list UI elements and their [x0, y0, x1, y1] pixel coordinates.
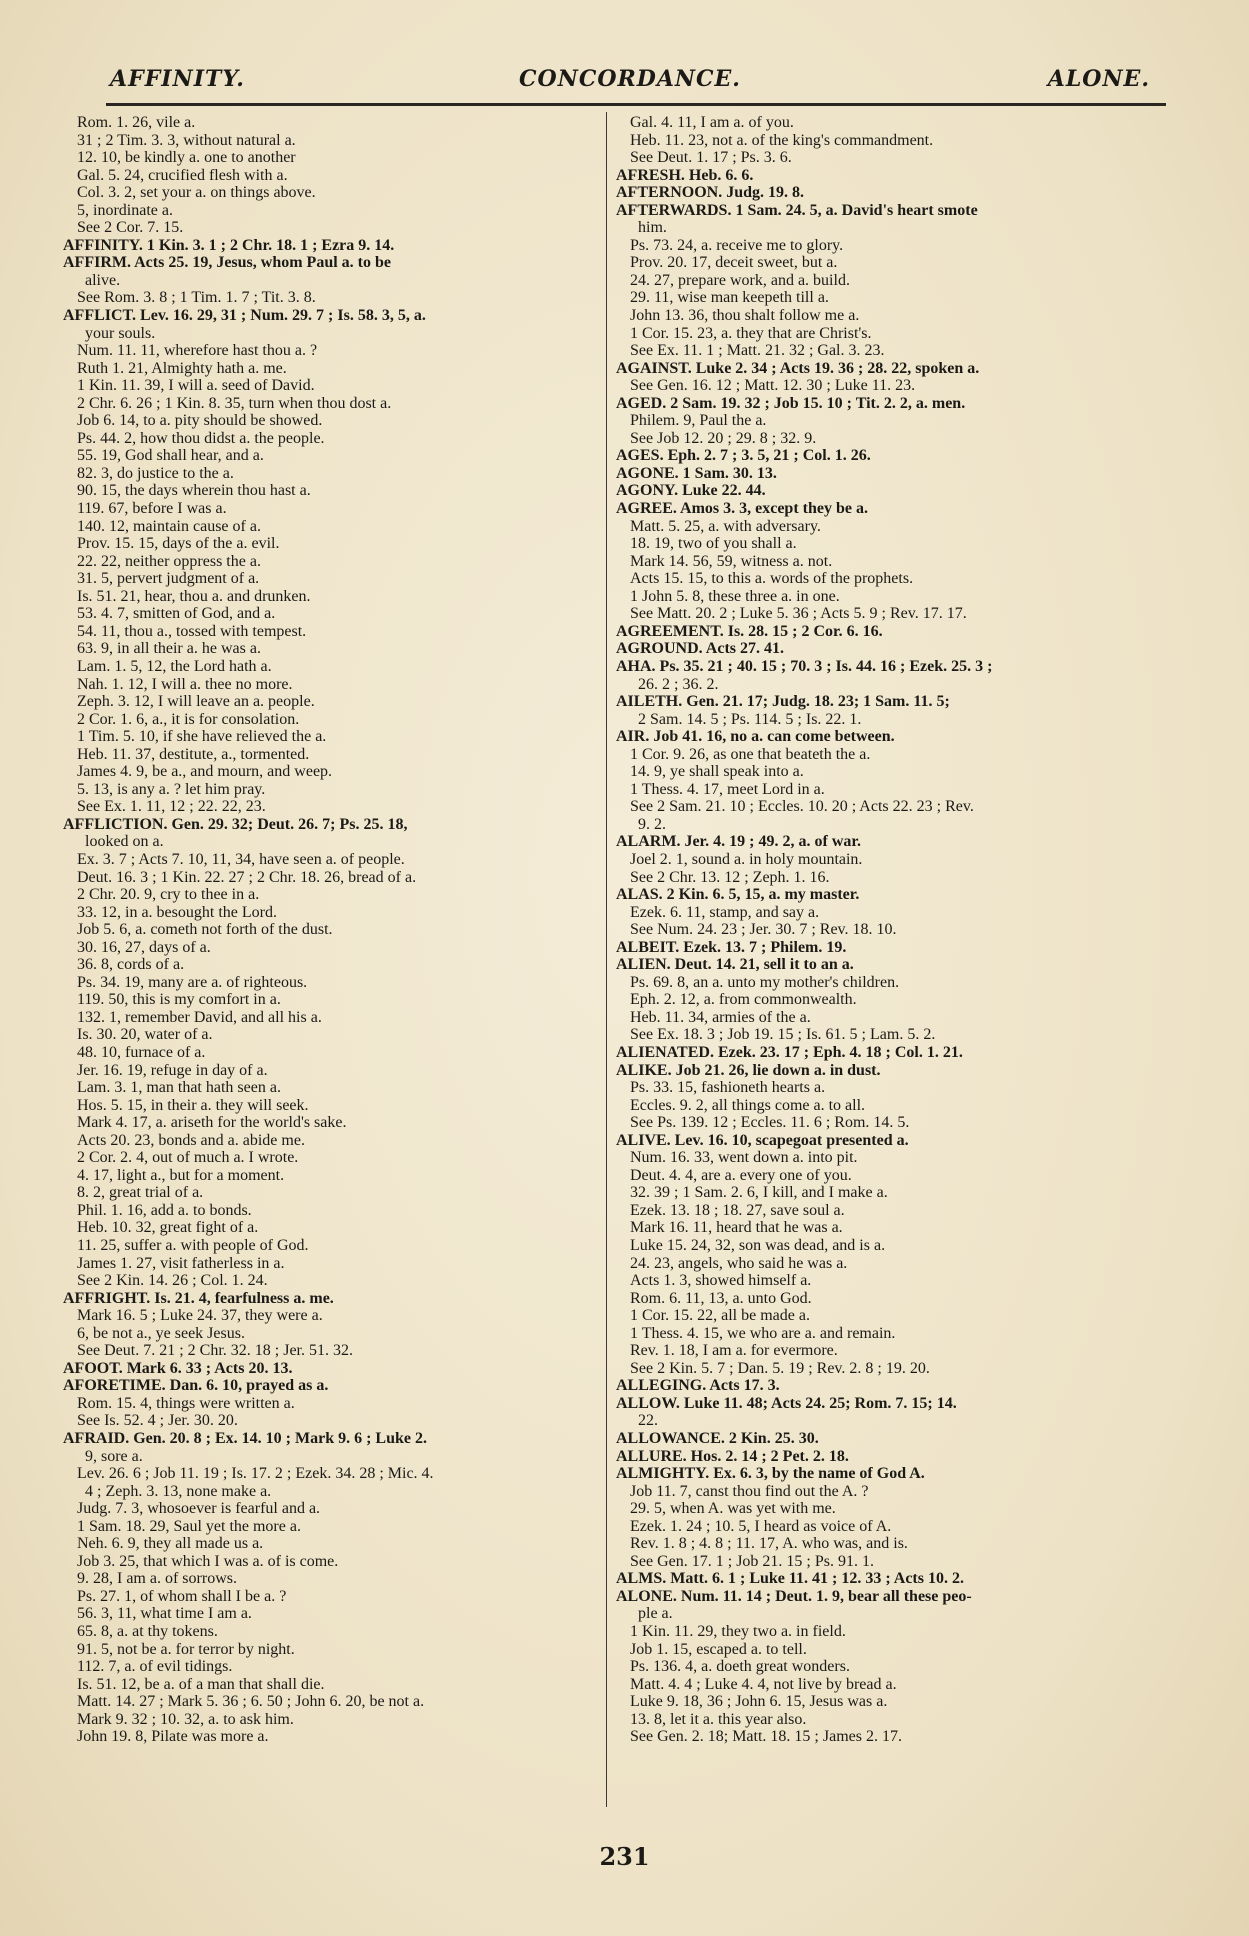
- running-header: [110, 66, 1150, 96]
- entry-reference-line: 1 Tim. 5. 10, if she have relieved the a.: [77, 728, 327, 746]
- header-rule: [106, 103, 1166, 106]
- entry-reference-line: Heb. 11. 34, armies of the a.: [630, 1008, 811, 1026]
- entry-reference-line: Matt. 5. 25, a. with adversary.: [630, 517, 821, 535]
- entry-reference-line: 55. 19, God shall hear, and a.: [77, 447, 264, 465]
- entry-reference-line: Ps. 34. 19, many are a. of righteous.: [77, 973, 308, 991]
- entry-reference-line: Rom. 1. 26, vile a.: [77, 114, 196, 131]
- entry-reference-line: Rev. 1. 18, I am a. for evermore.: [630, 1342, 838, 1360]
- entry-reference-line: 9. 28, I am a. of sorrows.: [77, 1570, 237, 1588]
- entry-reference-line: Matt. 4. 4 ; Luke 4. 4, not live by bread a.: [630, 1675, 897, 1693]
- entry-reference-line: John 19. 8, Pilate was more a.: [77, 1728, 269, 1746]
- entry-reference-line: Col. 3. 2, set your a. on things above.: [77, 184, 316, 202]
- entry-reference-line: 54. 11, thou a., tossed with tempest.: [77, 622, 307, 640]
- entry-headword-line: AFFINITY. 1 Kin. 3. 1 ; 2 Chr. 18. 1 ; Ezra 9. 14.: [63, 236, 395, 254]
- entry-reference-line: 2 Chr. 6. 26 ; 1 Kin. 8. 35, turn when thou dost a.: [77, 394, 392, 412]
- entry-headword-line: ALLEGING. Acts 17. 3.: [616, 1377, 780, 1395]
- entry-reference-line: See 2 Chr. 13. 12 ; Zeph. 1. 16.: [630, 868, 830, 886]
- entry-reference-line: Neh. 6. 9, they all made us a.: [77, 1535, 264, 1553]
- entry-reference-line: Heb. 10. 32, great fight of a.: [77, 1219, 259, 1237]
- entry-reference-line: See Ex. 11. 1 ; Matt. 21. 32 ; Gal. 3. 23.: [630, 342, 885, 360]
- entry-headword-line: AFFIRM. Acts 25. 19, Jesus, whom Paul a. to be: [63, 254, 391, 272]
- entry-reference-line: 31 ; 2 Tim. 3. 3, without natural a.: [77, 131, 296, 149]
- entry-headword-line: AGREE. Amos 3. 3, except they be a.: [616, 500, 868, 518]
- entry-reference-line: 29. 11, wise man keepeth till a.: [630, 289, 829, 307]
- entry-reference-line: 48. 10, furnace of a.: [77, 1043, 206, 1061]
- entry-reference-line: Acts 1. 3, showed himself a.: [630, 1272, 812, 1290]
- right-column: [616, 114, 1171, 1746]
- entry-reference-line: Mark 16. 5 ; Luke 24. 37, they were a.: [77, 1307, 323, 1325]
- entry-reference-line: Nah. 1. 12, I will a. thee no more.: [77, 675, 293, 693]
- entry-reference-line: 6, be not a., ye seek Jesus.: [77, 1324, 245, 1342]
- entry-headword-line: ALMIGHTY. Ex. 6. 3, by the name of God A.: [616, 1465, 925, 1483]
- entry-reference-line: Rom. 15. 4, things were written a.: [77, 1394, 295, 1412]
- entry-reference-line: See Ex. 18. 3 ; Job 19. 15 ; Is. 61. 5 ; Lam. 5. 2.: [630, 1026, 936, 1044]
- entry-reference-line: Mark 14. 56, 59, witness a. not.: [630, 552, 833, 570]
- entry-reference-line: 33. 12, in a. besought the Lord.: [77, 903, 277, 921]
- entry-reference-line: Ps. 73. 24, a. receive me to glory.: [630, 236, 844, 254]
- entry-reference-line: Ex. 3. 7 ; Acts 7. 10, 11, 34, have seen a. of people.: [77, 850, 405, 868]
- entry-continuation-line: 4 ; Zeph. 3. 13, none make a.: [85, 1482, 272, 1500]
- entry-reference-line: Acts 20. 23, bonds and a. abide me.: [77, 1131, 305, 1149]
- entry-reference-line: See Ex. 1. 11, 12 ; 22. 22, 23.: [77, 798, 266, 816]
- entry-reference-line: 65. 8, a. at thy tokens.: [77, 1623, 218, 1641]
- entry-reference-line: See Gen. 16. 12 ; Matt. 12. 30 ; Luke 11. 23.: [630, 377, 916, 395]
- entry-reference-line: 1 Thess. 4. 15, we who are a. and remain.: [630, 1324, 896, 1342]
- entry-reference-line: Num. 11. 11, wherefore hast thou a. ?: [77, 342, 318, 360]
- entry-reference-line: See Gen. 2. 18; Matt. 18. 15 ; James 2. 17.: [630, 1728, 902, 1746]
- entry-headword-line: ALMS. Matt. 6. 1 ; Luke 11. 41 ; 12. 33 ; Acts 10. 2.: [616, 1570, 964, 1588]
- entry-reference-line: 1 Cor. 9. 26, as one that beateth the a.: [630, 745, 871, 763]
- entry-reference-line: Gal. 4. 11, I am a. of you.: [630, 114, 794, 131]
- entry-reference-line: 90. 15, the days wherein thou hast a.: [77, 482, 311, 500]
- entry-reference-line: Rev. 1. 8 ; 4. 8 ; 11. 17, A. who was, and is.: [630, 1535, 908, 1553]
- entry-headword-line: AILETH. Gen. 21. 17; Judg. 18. 23; 1 Sam. 11. 5;: [616, 693, 950, 711]
- entry-reference-line: 91. 5, not be a. for terror by night.: [77, 1640, 295, 1658]
- entry-reference-line: 1 Cor. 15. 23, a. they that are Christ's.: [630, 324, 872, 342]
- entry-reference-line: 82. 3, do justice to the a.: [77, 464, 234, 482]
- entry-reference-line: See Is. 52. 4 ; Jer. 30. 20.: [77, 1412, 238, 1430]
- entry-reference-line: Ezek. 13. 18 ; 18. 27, save soul a.: [630, 1201, 845, 1219]
- entry-headword-line: AFFLICTION. Gen. 29. 32; Deut. 26. 7; Ps. 25. 18,: [63, 815, 408, 833]
- entry-reference-line: Job 1. 15, escaped a. to tell.: [630, 1640, 807, 1658]
- entry-reference-line: 63. 9, in all their a. he was a.: [77, 640, 261, 658]
- entry-headword-line: AFOOT. Mark 6. 33 ; Acts 20. 13.: [63, 1359, 293, 1377]
- header-title: CONCORDANCE.: [519, 66, 741, 92]
- entry-headword-line: ALONE. Num. 11. 14 ; Deut. 1. 9, bear all these peo-: [616, 1587, 972, 1605]
- entry-reference-line: Job 5. 6, a. cometh not forth of the dust.: [77, 921, 333, 939]
- entry-headword-line: AHA. Ps. 35. 21 ; 40. 15 ; 70. 3 ; Is. 44. 16 ; Ezek. 25. 3 ;: [616, 657, 993, 675]
- entry-reference-line: Acts 15. 15, to this a. words of the prophets.: [630, 570, 914, 588]
- entry-reference-line: See Gen. 17. 1 ; Job 21. 15 ; Ps. 91. 1.: [630, 1552, 874, 1570]
- entry-reference-line: Job 6. 14, to a. pity should be showed.: [77, 412, 323, 430]
- entry-reference-line: See Deut. 1. 17 ; Ps. 3. 6.: [630, 149, 792, 167]
- entry-continuation-line: 9. 2.: [638, 815, 666, 833]
- entry-headword-line: ALIENATED. Ezek. 23. 17 ; Eph. 4. 18 ; Col. 1. 21.: [616, 1043, 963, 1061]
- entry-reference-line: 53. 4. 7, smitten of God, and a.: [77, 605, 276, 623]
- entry-reference-line: 31. 5, pervert judgment of a.: [77, 570, 260, 588]
- entry-reference-line: 2 Cor. 2. 4, out of much a. I wrote.: [77, 1149, 299, 1167]
- entry-reference-line: Phil. 1. 16, add a. to bonds.: [77, 1201, 252, 1219]
- entry-headword-line: AFTERNOON. Judg. 19. 8.: [616, 184, 805, 202]
- entry-reference-line: 24. 27, prepare work, and a. build.: [630, 271, 850, 289]
- entry-headword-line: AFFRIGHT. Is. 21. 4, fearfulness a. me.: [63, 1289, 334, 1307]
- entry-reference-line: Ps. 136. 4, a. doeth great wonders.: [630, 1658, 850, 1676]
- entry-continuation-line: 9, sore a.: [85, 1447, 143, 1465]
- entry-reference-line: Luke 9. 18, 36 ; John 6. 15, Jesus was a.: [630, 1693, 888, 1711]
- entry-reference-line: Rom. 6. 11, 13, a. unto God.: [630, 1289, 812, 1307]
- entry-reference-line: 112. 7, a. of evil tidings.: [77, 1658, 233, 1676]
- entry-reference-line: Ruth 1. 21, Almighty hath a. me.: [77, 359, 287, 377]
- entry-reference-line: 5, inordinate a.: [77, 201, 173, 219]
- entry-headword-line: AFRESH. Heb. 6. 6.: [616, 166, 754, 184]
- entry-reference-line: Zeph. 3. 12, I will leave an a. people.: [77, 693, 315, 711]
- entry-reference-line: 32. 39 ; 1 Sam. 2. 6, I kill, and I make a.: [630, 1184, 888, 1202]
- entry-continuation-line: alive.: [85, 271, 121, 289]
- entry-reference-line: Lev. 26. 6 ; Job 11. 19 ; Is. 17. 2 ; Ezek. 34. 28 ; Mic. 4.: [77, 1465, 434, 1483]
- entry-reference-line: James 4. 9, be a., and mourn, and weep.: [77, 763, 333, 781]
- entry-reference-line: 36. 8, cords of a.: [77, 956, 185, 974]
- entry-reference-line: 1 John 5. 8, these three a. in one.: [630, 587, 840, 605]
- entry-headword-line: AFRAID. Gen. 20. 8 ; Ex. 14. 10 ; Mark 9. 6 ; Luke 2.: [63, 1430, 427, 1448]
- entry-reference-line: See 2 Cor. 7. 15.: [77, 219, 184, 237]
- page-number: 231: [599, 1842, 650, 1871]
- entry-reference-line: Deut. 4. 4, are a. every one of you.: [630, 1166, 852, 1184]
- entry-reference-line: Hos. 5. 15, in their a. they will seek.: [77, 1096, 309, 1114]
- entry-reference-line: 18. 19, two of you shall a.: [630, 535, 797, 553]
- entry-headword-line: AGES. Eph. 2. 7 ; 3. 5, 21 ; Col. 1. 26.: [616, 447, 871, 465]
- entry-reference-line: Ezek. 1. 24 ; 10. 5, I heard as voice of A.: [630, 1517, 892, 1535]
- entry-continuation-line: looked on a.: [85, 833, 164, 851]
- entry-reference-line: Ps. 33. 15, fashioneth hearts a.: [630, 1079, 826, 1097]
- entry-reference-line: 1 Kin. 11. 39, I will a. seed of David.: [77, 377, 315, 395]
- entry-headword-line: AIR. Job 41. 16, no a. can come between.: [616, 728, 895, 746]
- entry-reference-line: Heb. 11. 37, destitute, a., tormented.: [77, 745, 310, 763]
- entry-reference-line: 29. 5, when A. was yet with me.: [630, 1500, 836, 1518]
- entry-reference-line: 1 Thess. 4. 17, meet Lord in a.: [630, 780, 825, 798]
- entry-reference-line: 24. 23, angels, who said he was a.: [630, 1254, 848, 1272]
- entry-reference-line: 132. 1, remember David, and all his a.: [77, 1008, 322, 1026]
- entry-reference-line: See 2 Kin. 5. 7 ; Dan. 5. 19 ; Rev. 2. 8 ; 19. 20.: [630, 1359, 930, 1377]
- entry-reference-line: Eccles. 9. 2, all things come a. to all.: [630, 1096, 866, 1114]
- entry-reference-line: 4. 17, light a., but for a moment.: [77, 1166, 285, 1184]
- entry-reference-line: Philem. 9, Paul the a.: [630, 412, 767, 430]
- entry-reference-line: James 1. 27, visit fatherless in a.: [77, 1254, 285, 1272]
- entry-reference-line: See Num. 24. 23 ; Jer. 30. 7 ; Rev. 18. 10.: [630, 921, 897, 939]
- entry-headword-line: ALIKE. Job 21. 26, lie down a. in dust.: [616, 1061, 881, 1079]
- entry-reference-line: See Matt. 20. 2 ; Luke 5. 36 ; Acts 5. 9 ; Rev. 17. 17.: [630, 605, 967, 623]
- entry-continuation-line: him.: [638, 219, 667, 237]
- entry-reference-line: 14. 9, ye shall speak into a.: [630, 763, 804, 781]
- entry-reference-line: 13. 8, let it a. this year also.: [630, 1710, 807, 1728]
- entry-reference-line: Prov. 15. 15, days of the a. evil.: [77, 535, 280, 553]
- entry-reference-line: Job 11. 7, canst thou find out the A. ?: [630, 1482, 869, 1500]
- entry-headword-line: AFORETIME. Dan. 6. 10, prayed as a.: [63, 1377, 329, 1395]
- entry-reference-line: Mark 9. 32 ; 10. 32, a. to ask him.: [77, 1710, 294, 1728]
- header-right-guideword: ALONE.: [1047, 66, 1150, 92]
- header-left-guideword: AFFINITY.: [110, 66, 245, 92]
- entry-reference-line: Eph. 2. 12, a. from commonwealth.: [630, 991, 857, 1009]
- entry-reference-line: Lam. 3. 1, man that hath seen a.: [77, 1079, 281, 1097]
- entry-reference-line: 8. 2, great trial of a.: [77, 1184, 204, 1202]
- entry-reference-line: 1 Sam. 18. 29, Saul yet the more a.: [77, 1517, 301, 1535]
- entry-reference-line: Jer. 16. 19, refuge in day of a.: [77, 1061, 268, 1079]
- entry-reference-line: Gal. 5. 24, crucified flesh with a.: [77, 166, 288, 184]
- entry-reference-line: 119. 50, this is my comfort in a.: [77, 991, 281, 1009]
- entry-headword-line: ALAS. 2 Kin. 6. 5, 15, a. my master.: [616, 886, 860, 904]
- entry-reference-line: 140. 12, maintain cause of a.: [77, 517, 261, 535]
- entry-headword-line: ALIVE. Lev. 16. 10, scapegoat presented a.: [616, 1131, 909, 1149]
- entry-reference-line: Heb. 11. 23, not a. of the king's commandment.: [630, 131, 934, 149]
- entry-reference-line: 56. 3, 11, what time I am a.: [77, 1605, 252, 1623]
- entry-reference-line: Luke 15. 24, 32, son was dead, and is a.: [630, 1237, 886, 1254]
- entry-reference-line: Is. 51. 12, be a. of a man that shall die.: [77, 1675, 325, 1693]
- entry-headword-line: AGROUND. Acts 27. 41.: [616, 640, 784, 658]
- entry-headword-line: AGONY. Luke 22. 44.: [616, 482, 766, 500]
- entry-reference-line: Mark 4. 17, a. ariseth for the world's sake.: [77, 1114, 347, 1132]
- entry-reference-line: 12. 10, be kindly a. one to another: [77, 149, 296, 167]
- entry-headword-line: AFFLICT. Lev. 16. 29, 31 ; Num. 29. 7 ; Is. 58. 3, 5, a.: [63, 307, 426, 325]
- entry-continuation-line: ple a.: [638, 1605, 673, 1623]
- entry-reference-line: Joel 2. 1, sound a. in holy mountain.: [630, 850, 863, 868]
- entry-reference-line: Job 3. 25, that which I was a. of is come.: [77, 1552, 339, 1570]
- entry-reference-line: See Ps. 139. 12 ; Eccles. 11. 6 ; Rom. 14. 5.: [630, 1114, 910, 1132]
- entry-headword-line: ALIEN. Deut. 14. 21, sell it to an a.: [616, 956, 854, 974]
- entry-reference-line: 1 Cor. 15. 22, all be made a.: [630, 1307, 810, 1325]
- entry-reference-line: John 13. 36, thou shalt follow me a.: [630, 307, 860, 325]
- entry-reference-line: Judg. 7. 3, whosoever is fearful and a.: [77, 1500, 321, 1518]
- entry-reference-line: Lam. 1. 5, 12, the Lord hath a.: [77, 657, 272, 675]
- entry-reference-line: Mark 16. 11, heard that he was a.: [630, 1219, 843, 1237]
- entry-continuation-line: 22.: [638, 1412, 658, 1430]
- entry-reference-line: 1 Kin. 11. 29, they two a. in field.: [630, 1623, 846, 1641]
- column-divider: [606, 112, 607, 1807]
- entry-headword-line: AGREEMENT. Is. 28. 15 ; 2 Cor. 6. 16.: [616, 622, 883, 640]
- entry-reference-line: 2 Chr. 20. 9, cry to thee in a.: [77, 886, 260, 904]
- entry-headword-line: ALBEIT. Ezek. 13. 7 ; Philem. 19.: [616, 938, 847, 956]
- entry-reference-line: Ps. 44. 2, how thou didst a. the people.: [77, 429, 325, 447]
- entry-reference-line: 5. 13, is any a. ? let him pray.: [77, 780, 266, 798]
- entry-reference-line: Matt. 14. 27 ; Mark 5. 36 ; 6. 50 ; John 6. 20, be not a.: [77, 1693, 425, 1711]
- entry-reference-line: 2 Cor. 1. 6, a., it is for consolation.: [77, 710, 300, 728]
- entry-reference-line: Prov. 20. 17, deceit sweet, but a.: [630, 254, 838, 272]
- entry-headword-line: AFTERWARDS. 1 Sam. 24. 5, a. David's heart smote: [616, 201, 978, 219]
- entry-reference-line: Num. 16. 33, went down a. into pit.: [630, 1149, 858, 1167]
- entry-reference-line: See Job 12. 20 ; 29. 8 ; 32. 9.: [630, 429, 817, 447]
- entry-headword-line: ALLOWANCE. 2 Kin. 25. 30.: [616, 1430, 819, 1448]
- entry-reference-line: See 2 Kin. 14. 26 ; Col. 1. 24.: [77, 1272, 268, 1290]
- entry-headword-line: AGED. 2 Sam. 19. 32 ; Job 15. 10 ; Tit. 2. 2, a. men.: [616, 394, 966, 412]
- entry-headword-line: ALLOW. Luke 11. 48; Acts 24. 25; Rom. 7. 15; 14.: [616, 1394, 957, 1412]
- entry-reference-line: 11. 25, suffer a. with people of God.: [77, 1237, 309, 1254]
- entry-reference-line: 30. 16, 27, days of a.: [77, 938, 211, 956]
- entry-headword-line: ALLURE. Hos. 2. 14 ; 2 Pet. 2. 18.: [616, 1447, 849, 1465]
- entry-headword-line: ALARM. Jer. 4. 19 ; 49. 2, a. of war.: [616, 833, 862, 851]
- entry-reference-line: See 2 Sam. 21. 10 ; Eccles. 10. 20 ; Acts 22. 23 ; Rev.: [630, 798, 974, 816]
- entry-reference-line: Ps. 27. 1, of whom shall I be a. ?: [77, 1587, 287, 1605]
- entry-continuation-line: your souls.: [85, 324, 156, 342]
- left-column: [63, 114, 604, 1746]
- entry-reference-line: Deut. 16. 3 ; 1 Kin. 22. 27 ; 2 Chr. 18. 26, bread of a.: [77, 868, 417, 886]
- entry-reference-line: See Deut. 7. 21 ; 2 Chr. 32. 18 ; Jer. 51. 32.: [77, 1342, 353, 1360]
- entry-reference-line: 22. 22, neither oppress the a.: [77, 552, 261, 570]
- entry-reference-line: Is. 30. 20, water of a.: [77, 1026, 213, 1044]
- entry-reference-line: See Rom. 3. 8 ; 1 Tim. 1. 7 ; Tit. 3. 8.: [77, 289, 316, 307]
- entry-continuation-line: 26. 2 ; 36. 2.: [638, 675, 719, 693]
- entry-headword-line: AGAINST. Luke 2. 34 ; Acts 19. 36 ; 28. 22, spoken a.: [616, 359, 980, 377]
- entry-reference-line: Ps. 69. 8, an a. unto my mother's children.: [630, 973, 900, 991]
- entry-headword-line: AGONE. 1 Sam. 30. 13.: [616, 464, 777, 482]
- entry-continuation-line: 2 Sam. 14. 5 ; Ps. 114. 5 ; Is. 22. 1.: [638, 710, 862, 728]
- entry-reference-line: Is. 51. 21, hear, thou a. and drunken.: [77, 587, 311, 605]
- entry-reference-line: Ezek. 6. 11, stamp, and say a.: [630, 903, 820, 921]
- entry-reference-line: 119. 67, before I was a.: [77, 500, 227, 518]
